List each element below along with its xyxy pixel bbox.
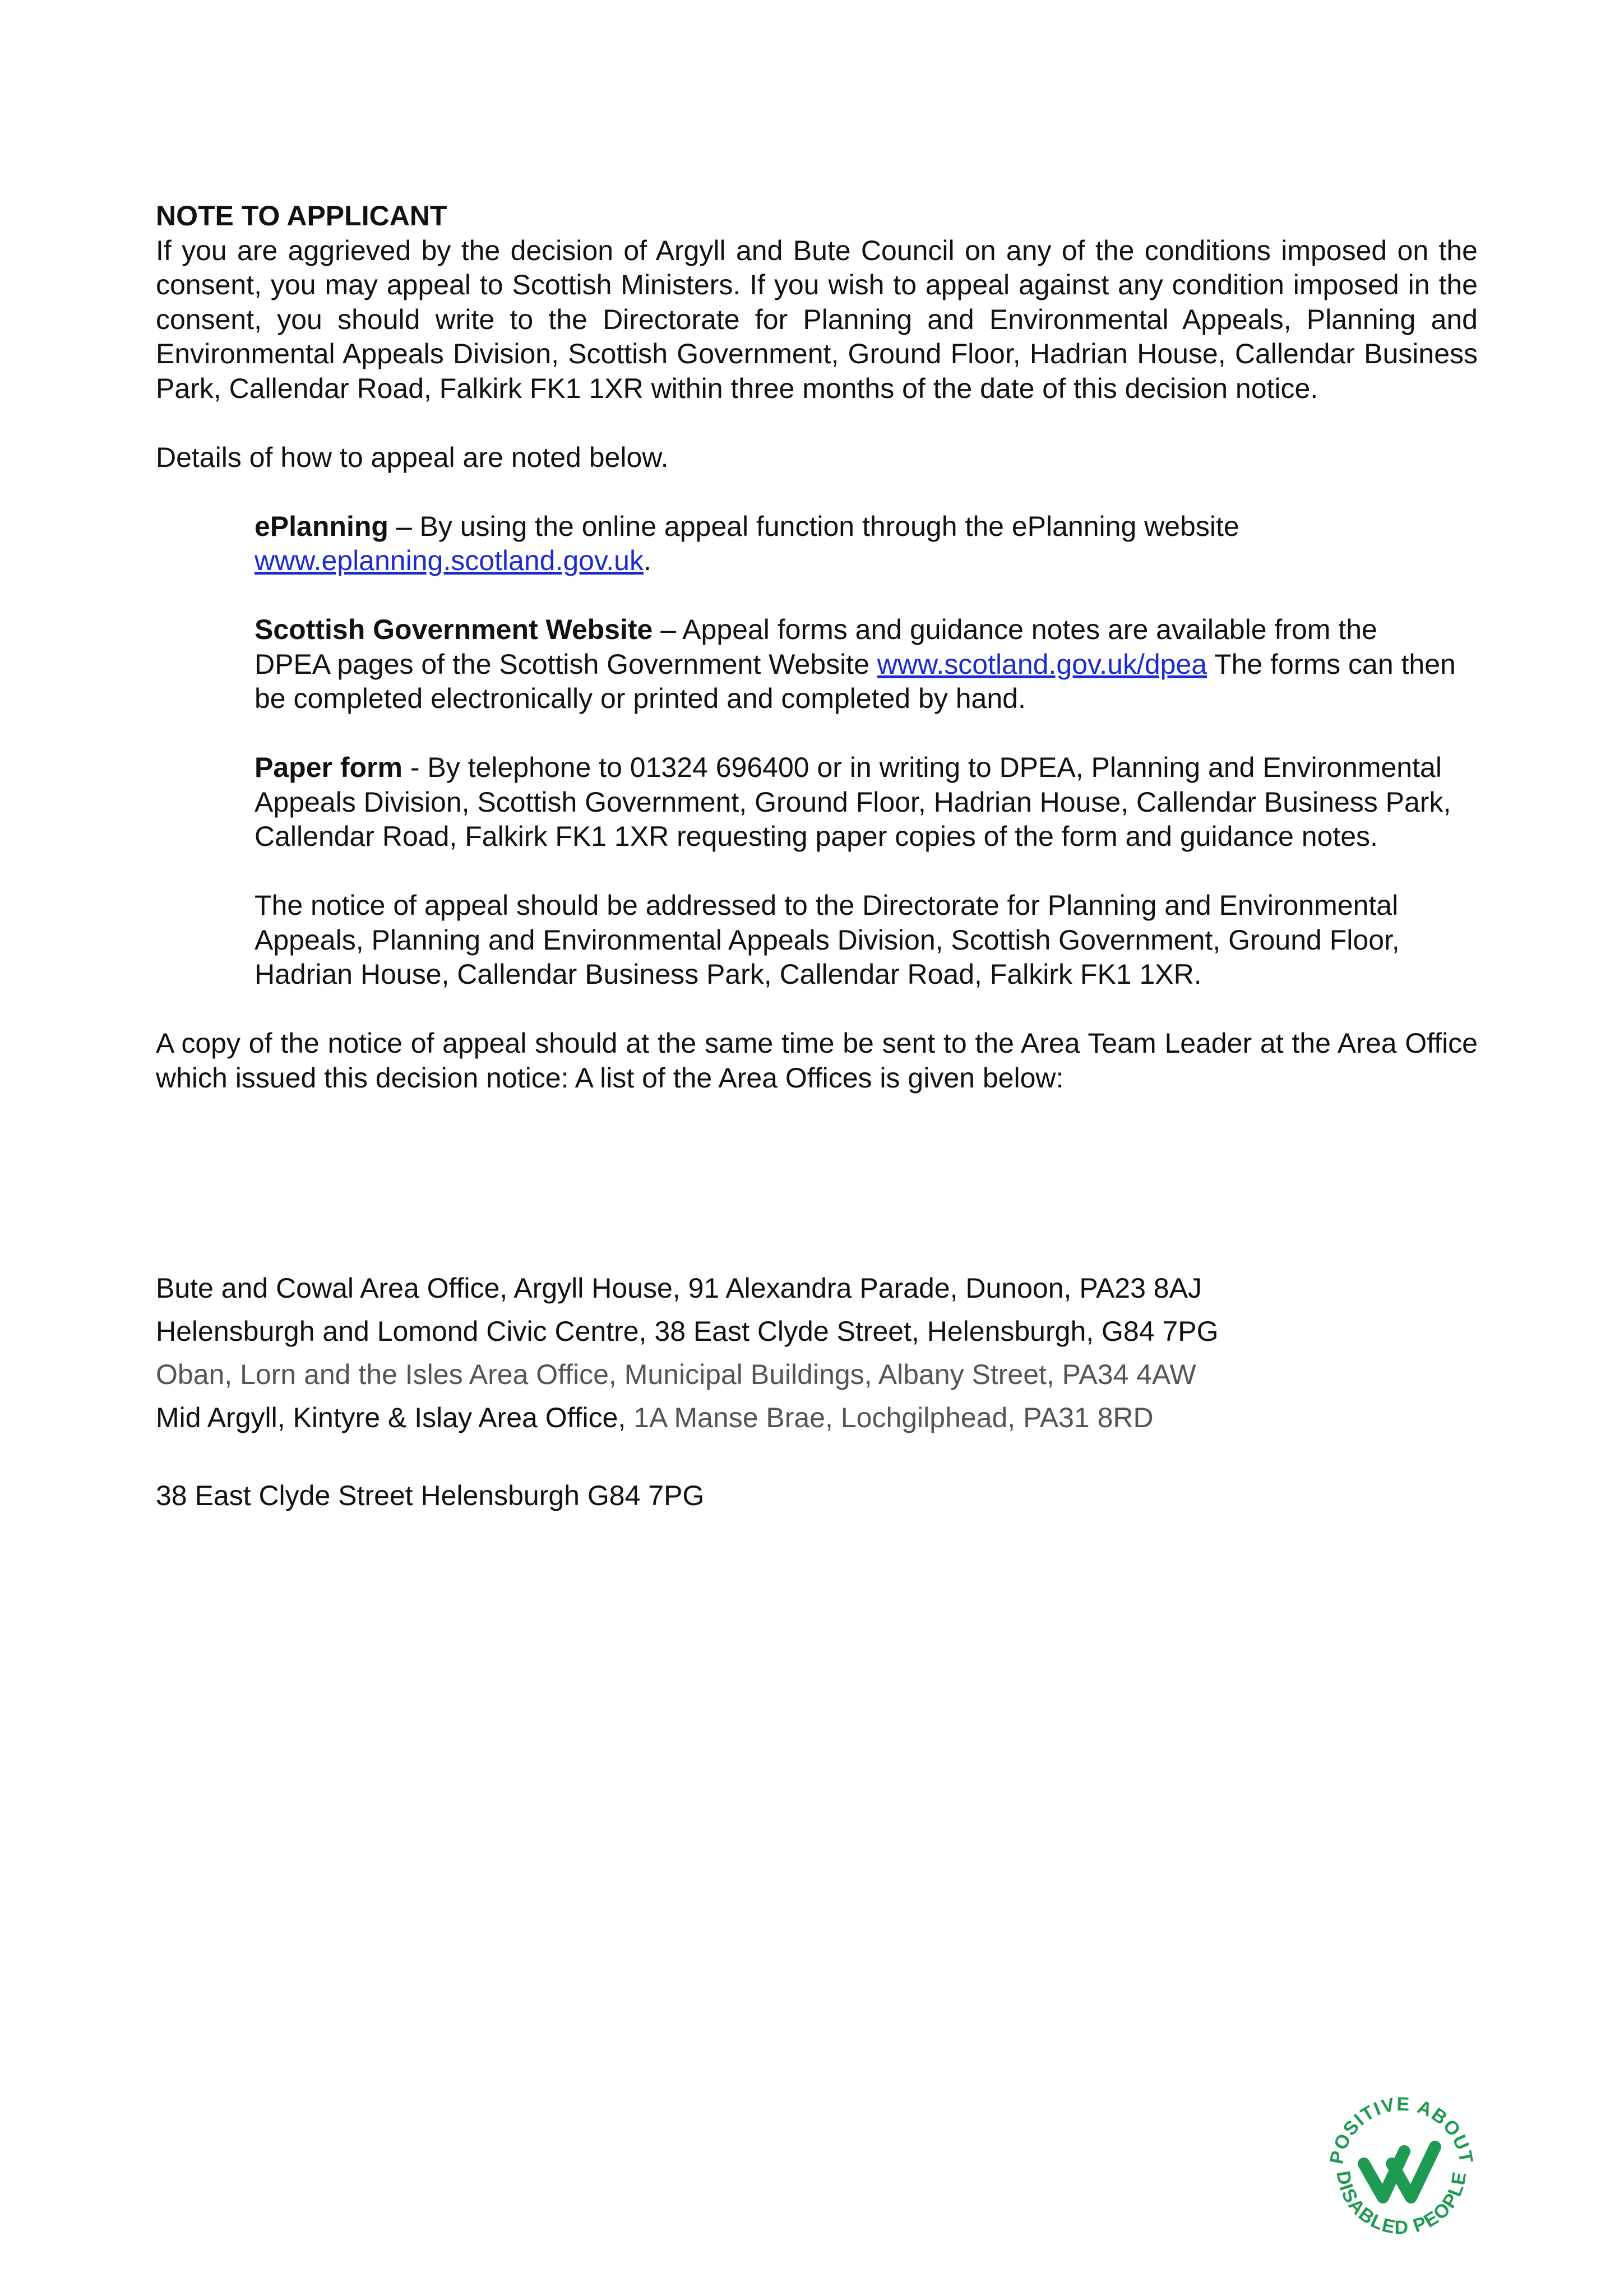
paper-form-text: - By telephone to 01324 696400 or in writing to DPEA, Planning and Environmental Appeals Division, Scottish Government, Ground Floor, Hadrian House, Callendar Business Park, Callendar Road, Falkirk FK1 1XR requesting paper copies of the form and guidance notes. bbox=[255, 752, 1451, 852]
logo-top-text: POSITIVE ABOUT bbox=[1326, 2093, 1477, 2166]
two-ticks-icon bbox=[1320, 2085, 1483, 2253]
eplanning-after: . bbox=[643, 545, 651, 576]
scot-gov-text: – Appeal forms and guidance notes are available from the DPEA pages of the Scottish Government Website bbox=[255, 614, 1377, 680]
details-line: Details of how to appeal are noted below. bbox=[156, 441, 669, 473]
office-mid-argyll bbox=[156, 1396, 1501, 1439]
office-mid-argyll-address: 1A Manse Brae, Lochgilphead, PA31 8RD bbox=[626, 1402, 1154, 1433]
area-offices-list bbox=[156, 1267, 1501, 1439]
footer-address: 38 East Clyde Street Helensburgh G84 7PG bbox=[156, 1480, 705, 1511]
copy-note-paragraph: A copy of the notice of appeal should at the same time be sent to the Area Team Leader at the Area Office which issued this decision notice: A list of the Area Offices is given below: bbox=[156, 1027, 1478, 1094]
page-heading: NOTE TO APPLICANT bbox=[156, 200, 447, 232]
office-helensburgh: Helensburgh and Lomond Civic Centre, 38 East Clyde Street, Helensburgh, G84 7PG bbox=[156, 1316, 1219, 1347]
positive-about-disabled-people-logo bbox=[1320, 2085, 1483, 2253]
eplanning-text: – By using the online appeal function through the ePlanning website bbox=[388, 510, 1239, 542]
dpea-link[interactable]: www.scotland.gov.uk/dpea bbox=[877, 648, 1207, 680]
scot-gov-after: The forms can then be completed electronically or printed and completed by hand. bbox=[255, 648, 1456, 714]
office-bute-cowal: Bute and Cowal Area Office, Argyll House, 91 Alexandra Parade, Dunoon, PA23 8AJ bbox=[156, 1272, 1202, 1304]
paper-form-label: Paper form bbox=[255, 752, 402, 783]
paper-form-paragraph bbox=[255, 751, 1460, 854]
logo-bottom-text: DISABLED PEOPLE bbox=[1332, 2169, 1471, 2239]
eplanning-label: ePlanning bbox=[255, 510, 388, 542]
scot-gov-label: Scottish Government Website bbox=[255, 614, 653, 645]
notice-address-paragraph: The notice of appeal should be addressed to the Directorate for Planning and Environmental Appeals, Planning and Environmental Appeals Division, Scottish Government, Ground Floor, Hadrian House, Callendar Business Park, Callendar Road, Falkirk FK1 1XR. bbox=[255, 890, 1400, 990]
eplanning-paragraph bbox=[255, 510, 1460, 578]
appeal-notice-body bbox=[156, 199, 1478, 1095]
office-mid-argyll-name: Mid Argyll, Kintyre & Islay Area Office, bbox=[156, 1402, 626, 1433]
scot-gov-paragraph bbox=[255, 613, 1460, 716]
intro-paragraph: If you are aggrieved by the decision of Argyll and Bute Council on any of the conditions imposed on the consent, you may appeal to Scottish Ministers. If you wish to appeal against any condition imposed in the consent, you should write to the Directorate for Planning and Environmental Appeals, Planning and Environmental Appeals Division, Scottish Government, Ground Floor, Hadrian House, Callendar Business Park, Callendar Road, Falkirk FK1 1XR within three months of the date of this decision notice. bbox=[156, 234, 1478, 404]
office-oban: Oban, Lorn and the Isles Area Office, Municipal Buildings, Albany Street, PA34 4AW bbox=[156, 1359, 1196, 1390]
eplanning-link[interactable]: www.eplanning.scotland.gov.uk bbox=[255, 545, 644, 576]
